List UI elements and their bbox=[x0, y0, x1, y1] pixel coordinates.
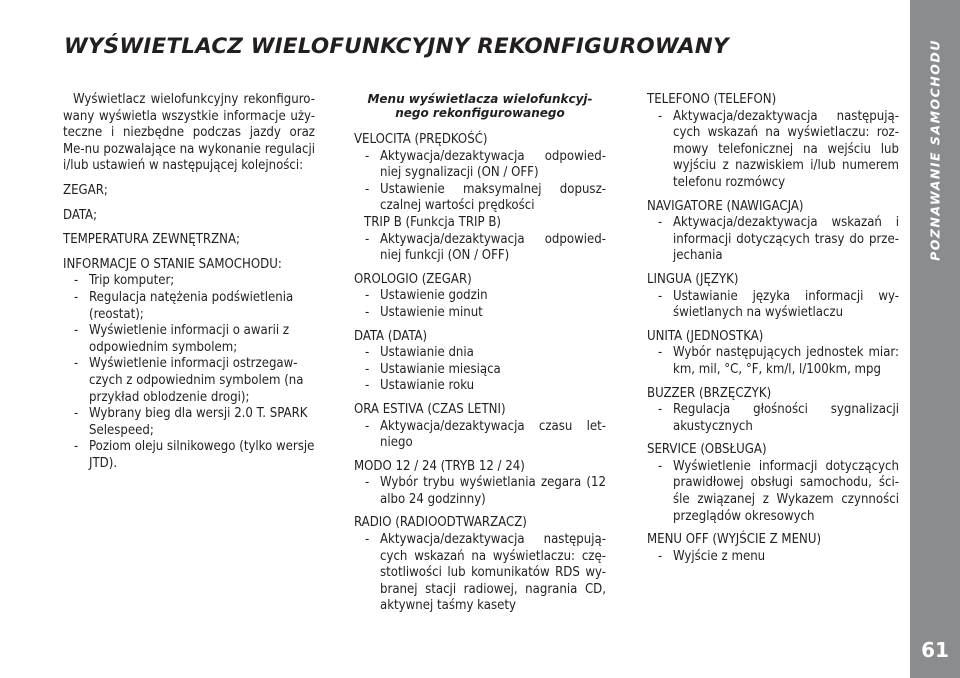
list-item: - Ustawianie roku bbox=[365, 378, 475, 394]
section-heading: OROLOGIO (ZEGAR) bbox=[354, 271, 472, 287]
menu-section-lingua bbox=[647, 272, 899, 322]
section-heading: TELEFONO (TELEFON) bbox=[647, 92, 777, 107]
list-item: - Ustawianie dnia bbox=[365, 345, 474, 361]
list-item: - Ustawienie godzin bbox=[365, 288, 488, 304]
column-3 bbox=[647, 92, 899, 572]
list-item: - Aktywacja/dezaktywacja odpowied-niej funkcji (ON / OFF) bbox=[365, 231, 606, 264]
menu-section-ora-estiva bbox=[354, 402, 606, 452]
list-item: - Aktywacja/dezaktywacja wskazań i informacji dotyczących trasy do prze-jechania bbox=[658, 215, 899, 264]
list-item: - Regulacja natężenia podświetlenia (reostat); bbox=[74, 289, 294, 322]
column-1 bbox=[63, 92, 315, 472]
list-item: - Ustawienie minut bbox=[365, 304, 483, 320]
list-item: - Poziom oleju silnikowego (tylko wersje JTD). bbox=[74, 439, 315, 471]
list-item-text: Aktywacja/dezaktywacja następują-cych wskazań na wyświetlaczu: roz-mowy telefonicznej na wejściu lub wyjściu z nazwiskiem i/lub numerem telefonu rozmówcy bbox=[673, 108, 899, 190]
chapter-label: POZNAWANIE SAMOCHODU bbox=[927, 39, 943, 261]
list-item: - Wybór następujących jednostek miar: km, mil, °C, °F, km/l, l/100km, mpg bbox=[658, 345, 899, 377]
list-item-text: Ustawianie języka informacji wy-świetlanych na wyświetlaczu bbox=[673, 288, 899, 321]
menu-section-data bbox=[354, 329, 606, 395]
section-heading: MODO 12 / 24 (TRYB 12 / 24) bbox=[354, 458, 525, 474]
list-item: - Regulacja głośności sygnalizacji akustycznych bbox=[658, 402, 899, 434]
section-heading: TRIP B (Funkcja TRIP B) bbox=[364, 214, 502, 230]
list-item: - Wybrany bieg dla wersji 2.0 T. SPARK Selespeed; bbox=[74, 406, 308, 438]
list-item-text: Aktywacja/dezaktywacja czasu let-niego bbox=[380, 418, 606, 451]
section-heading: NAVIGATORE (NAWIGACJA) bbox=[647, 198, 804, 214]
list-item: - Wyświetlenie informacji o awarii z odpowiednim symbolem; bbox=[74, 323, 290, 355]
section-heading: RADIO (RADIOODTWARZACZ) bbox=[354, 515, 527, 531]
section-heading: ORA ESTIVA (CZAS LETNI) bbox=[354, 401, 506, 417]
list-item-text: Wybór następujących jednostek miar: km, mil, °C, °F, km/l, l/100km, mpg bbox=[673, 345, 899, 377]
list-item: - Ustawienie maksymalnej dopusz-czalnej wartości prędkości bbox=[365, 181, 606, 214]
list-item-text: Poziom oleju silnikowego (tylko wersje JTD). bbox=[89, 439, 315, 471]
menu-section-service bbox=[647, 442, 899, 525]
list-item-text: Ustawienie maksymalnej dopusz-czalnej wartości prędkości bbox=[380, 181, 606, 214]
list-item-text: Wyświetlenie informacji ostrzegaw-czych z odpowiednim symbolem (na przykład oblodzenie drogi); bbox=[89, 356, 304, 405]
menu-section-radio bbox=[354, 515, 606, 615]
data-line: DATA; bbox=[63, 207, 98, 223]
list-item-text: Aktywacja/dezaktywacja odpowied-niej sygnalizacji (ON / OFF) bbox=[380, 148, 606, 181]
list-item-text: Ustawianie roku bbox=[380, 378, 475, 394]
list-item: - Wybór trybu wyświetlania zegara (12 albo 24 godzinny) bbox=[365, 475, 606, 507]
section-heading: BUZZER (BRZĘCZYK) bbox=[647, 385, 772, 401]
section-heading: VELOCITA (PRĘDKOŚĆ) bbox=[354, 132, 488, 147]
list-item-text: Ustawianie dnia bbox=[380, 345, 474, 361]
list-item: - Aktywacja/dezaktywacja odpowied-niej sygnalizacji (ON / OFF) bbox=[365, 148, 606, 181]
list-item: - Ustawianie języka informacji wy-świetlanych na wyświetlaczu bbox=[658, 288, 899, 321]
section-heading: LINGUA (JĘZYK) bbox=[647, 271, 739, 287]
list-item: - Wyświetlenie informacji ostrzegaw-czych z odpowiednim symbolem (na przykład oblodzenie drogi); bbox=[74, 356, 304, 405]
list-item-text: Trip komputer; bbox=[89, 273, 175, 289]
menu-section-navigatore bbox=[647, 199, 899, 265]
section-heading: DATA (DATA) bbox=[354, 328, 428, 344]
list-item-text: Wyjście z menu bbox=[673, 548, 766, 564]
list-item-text: Wyświetlenie informacji dotyczących prawidłowej obsługi samochodu, ści-śle związanej z Wykazem czynności przeglądów okresowych bbox=[673, 458, 899, 524]
list-item-text: Regulacja natężenia podświetlenia (reostat); bbox=[89, 289, 294, 322]
list-item-text: Wyświetlenie informacji o awarii z odpowiednim symbolem; bbox=[89, 323, 290, 355]
page-number: 61 bbox=[921, 638, 949, 662]
page-title: WYŚWIETLACZ WIELOFUNKCYJNY REKONFIGUROWANY bbox=[64, 34, 729, 59]
section-heading: MENU OFF (WYJŚCIE Z MENU) bbox=[647, 532, 822, 548]
list-item-text: Aktywacja/dezaktywacja wskazań i informacji dotyczących trasy do prze-jechania bbox=[673, 215, 899, 264]
list-item: - Aktywacja/dezaktywacja następują-cych wskazań na wyświetlaczu: roz-mowy telefonicznej na wejściu lub wyjściu z nazwiskiem i/lub numerem telefonu rozmówcy bbox=[658, 108, 899, 190]
list-item-text: Ustawianie miesiąca bbox=[380, 361, 501, 377]
section-heading: SERVICE (OBSŁUGA) bbox=[647, 442, 767, 458]
menu-section-telefono bbox=[647, 92, 899, 192]
menu-subheading: Menu wyświetlacza wielofunkcyj-nego rekonfigurowanego bbox=[367, 92, 593, 120]
list-item-text: Wybór trybu wyświetlania zegara (12 albo 24 godzinny) bbox=[380, 475, 606, 507]
temperature-line: TEMPERATURA ZEWNĘTRZNA; bbox=[63, 232, 240, 248]
menu-section-menu-off bbox=[647, 532, 899, 565]
intro-paragraph: Wyświetlacz wielofunkcyjny rekonfiguro-wany wyświetla wszystkie informacje uży-teczne i niezbędne podczas jazdy oraz Me-nu pozwalające na wykonanie regulacji i/lub ustawień w następującej kolejności: bbox=[63, 92, 315, 174]
menu-section-modo bbox=[354, 459, 606, 509]
list-item-text: Wybrany bieg dla wersji 2.0 T. SPARK Selespeed; bbox=[89, 406, 308, 438]
list-item-text: Aktywacja/dezaktywacja odpowied-niej funkcji (ON / OFF) bbox=[380, 231, 606, 264]
menu-section-unita bbox=[647, 329, 899, 379]
list-item: - Aktywacja/dezaktywacja następują-cych wskazań na wyświetlaczu: czę-stotliwości lub komunikatów RDS wy-branej stacji radiowej, nagrania CD, aktywnej taśmy kasety bbox=[365, 532, 606, 614]
menu-section-velocita bbox=[354, 132, 606, 265]
list-item: - Ustawianie miesiąca bbox=[365, 361, 501, 377]
column-2 bbox=[354, 92, 606, 622]
list-item: - Aktywacja/dezaktywacja czasu let-niego bbox=[365, 418, 606, 451]
list-item-text: Aktywacja/dezaktywacja następują-cych wskazań na wyświetlaczu: czę-stotliwości lub komunikatów RDS wy-branej stacji radiowej, nagrania CD, aktywnej taśmy kasety bbox=[380, 532, 606, 614]
list-item: - Trip komputer; bbox=[74, 273, 175, 289]
list-item: - Wyjście z menu bbox=[658, 548, 766, 564]
list-item-text: Regulacja głośności sygnalizacji akustycznych bbox=[673, 402, 899, 434]
menu-section-orologio bbox=[354, 272, 606, 322]
list-item-text: Ustawienie godzin bbox=[380, 288, 488, 304]
vehicle-info-heading: INFORMACJE O STANIE SAMOCHODU: bbox=[63, 256, 282, 272]
section-heading: UNITA (JEDNOSTKA) bbox=[647, 328, 764, 344]
menu-section-buzzer bbox=[647, 386, 899, 436]
list-item-text: Ustawienie minut bbox=[380, 304, 483, 320]
zegar-line: ZEGAR; bbox=[63, 182, 108, 198]
list-item: - Wyświetlenie informacji dotyczących prawidłowej obsługi samochodu, ści-śle związanej z Wykazem czynności przeglądów okresowych bbox=[658, 458, 899, 524]
